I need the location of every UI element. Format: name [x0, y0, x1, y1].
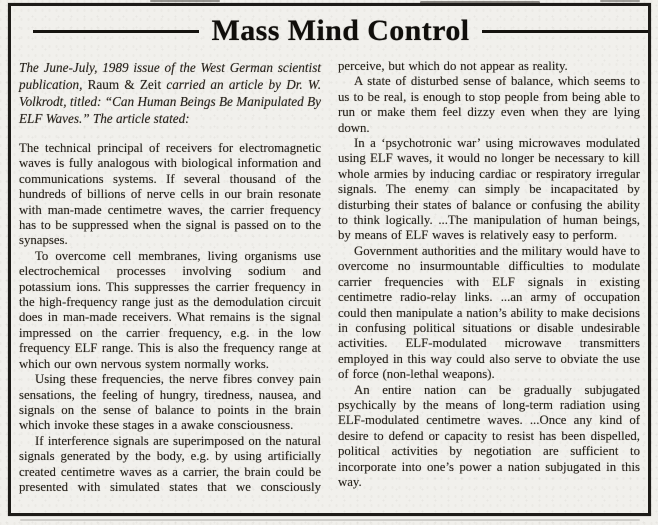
title-row	[11, 14, 648, 48]
article-border-frame	[8, 3, 651, 516]
paragraph: perceive, but which do not appear as reality.	[338, 59, 568, 73]
intro-text-pre: The June-July, 1989 issue of the West German scientist publication,	[19, 60, 321, 92]
title-rule-right	[482, 30, 648, 33]
paragraph: Using these frequencies, the nerve fibres convey pain sensations, the feeling of hungry, tiredness, nausea, and signals on the sense of balance to points in the brain which invoke these stages in a awake consciousness.	[19, 372, 321, 433]
paragraph: The technical principal of receivers for electromagnetic waves is fully analogous with biological information and communications systems. If several thousand of the hundreds of billions of nerve cells in our brain resonate with man-made centimetre waves, the carrier frequency has to be suppressed when the signal is passed on to the synapses.	[19, 141, 321, 248]
right-column	[338, 59, 640, 495]
scan-artifact	[150, 0, 220, 2]
paragraph: Government authorities and the military would have to overcome no insurmountable difficulties to modulate carrier frequencies with ELF signals in existing centimetre radio-relay links. ...an army of occupation could then manipulate a nation’s ability to make decisions in confusing political situations or disable undesirable activities. ELF-modulated microwave transmitters employed in this way could also serve to obviate the use of force (non-lethal weapons).	[338, 243, 640, 382]
intro-paragraph	[19, 59, 321, 127]
paragraph: To overcome cell membranes, living organisms use electrochemical processes involving sodium and potassium ions. This suppresses the carrier frequency in the high-frequency range just as the demodulation circuit does in man-made receivers. What remains is the signal impressed on the carrier frequency, e.g. in the low frequency ELF range. This is also the frequency range at which our own nervous system normally works.	[19, 248, 321, 371]
page-title: Mass Mind Control	[211, 14, 470, 47]
scan-artifact	[600, 0, 640, 2]
paragraph: If interference signals are superimposed on the natural signals generated by the body, e.g. by using artificially created centimetre waves as a carrier, the brain could be presented with simulated states that we consciously	[19, 433, 321, 494]
left-column	[19, 59, 321, 495]
paragraph: An entire nation can be gradually subjugated psychically by the means of long-term radiation using ELF-modulated centimetre waves. ...Once any kind of desire to defend or capacity to resist has been dispelled, political activities by negotiation are sufficient to incorporate into one’s power a nation subjugated in this way.	[338, 382, 640, 489]
paragraph: A state of disturbed sense of balance, which seems to us to be real, is enough to stop people from being able to run or make them feel dizzy even when they are lying down.	[338, 74, 640, 135]
paragraph: In a ‘psychotronic war’ using microwaves modulated using ELF waves, it would no longer be necessary to kill whole armies by inducing cardiac or respiratory irregular signals. The enemy can simply be incapacitated by disturbing their states of balance or confusing the ability to think logically. ...The manipulation of human beings, by means of ELF waves is relatively easy to perform.	[338, 136, 640, 243]
title-rule-left	[33, 30, 199, 33]
intro-text-post: carried an article by Dr. W. Volkrodt, titled: “Can Human Beings Be Manipulated By ELF Waves.” The article stated:	[19, 77, 321, 126]
journal-name: Raum & Zeit	[87, 77, 162, 92]
scan-artifact	[20, 519, 640, 521]
article-columns	[11, 53, 648, 495]
